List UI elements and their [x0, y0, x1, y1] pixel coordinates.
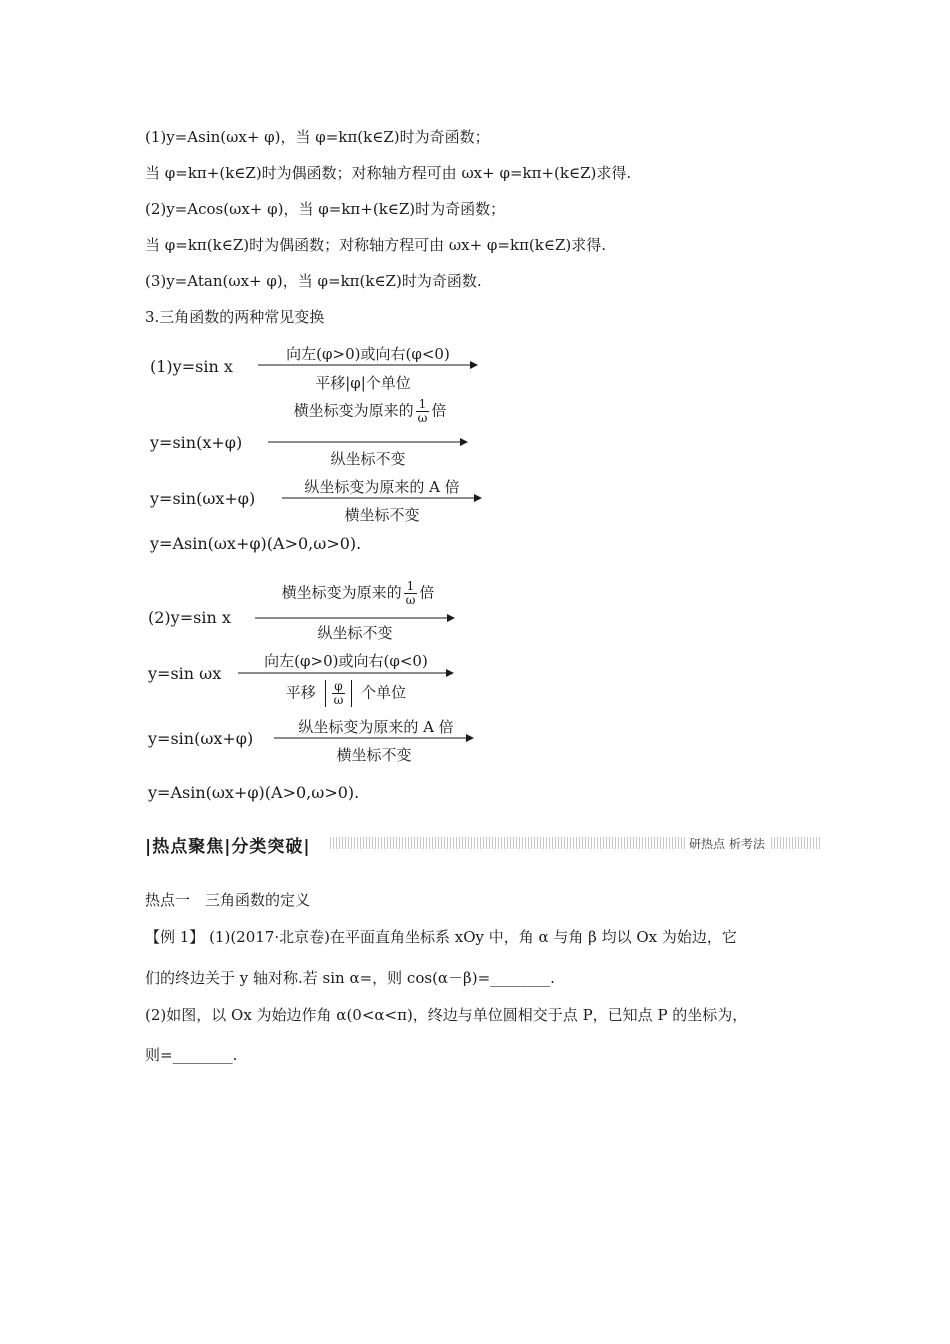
t2-formula-4: y=Asin(ωx+φ)(A>0,ω>0).	[148, 783, 360, 802]
arrow-icon	[274, 732, 474, 744]
frac-den: ω	[333, 693, 344, 707]
frac-num: φ	[332, 680, 346, 694]
t1-arrow1-top: 向左(φ>0)或向右(φ<0)	[286, 345, 450, 363]
t2-arrow1-bottom: 纵坐标不变	[317, 624, 393, 642]
text-line-4: 当 φ=kπ(k∈Z)时为偶函数；对称轴方程可由 ωx+ φ=kπ(k∈Z)求得.	[145, 236, 607, 254]
abs-value-bars	[325, 680, 353, 707]
t2-arrow2-bottom	[240, 680, 452, 707]
t2-arrow2-bottom-pre: 平移	[285, 683, 316, 702]
t1-formula-4: y=Asin(ωx+φ)(A>0,ω>0).	[150, 534, 362, 553]
t2-formula-2: y=sin ωx	[148, 664, 222, 683]
frac-num: 1	[416, 398, 430, 412]
example-1-line-2: 们的终边关于 y 轴对称.若 sin α=，则 cos(α－β)=________.	[145, 969, 555, 987]
t1-arrow2-top-post: 倍	[431, 401, 447, 420]
t2-arrow2-bottom-post: 个单位	[361, 683, 407, 702]
example-2-line-1: (2)如图，以 Ox 为始边作角 α(0<α<π)，终边与单位圆相交于点 P，已知点 P 的坐标为，	[145, 1006, 748, 1024]
t1-arrow1-bottom: 平移|φ|个单位	[315, 374, 411, 392]
t1-arrow2-top	[270, 398, 470, 425]
t2-formula-3: y=sin(ωx+φ)	[148, 729, 254, 748]
t1-arrow3-top: 纵坐标变为原来的 A 倍	[304, 478, 460, 496]
frac-den: ω	[405, 593, 416, 607]
banner-right-label: 研热点 析考法	[685, 835, 769, 852]
t1-arrow2-bottom: 纵坐标不变	[330, 450, 406, 468]
t1-formula-2: y=sin(x+φ)	[150, 433, 243, 452]
hotspot-heading: 热点一 三角函数的定义	[145, 891, 311, 909]
fraction-1-over-omega	[404, 580, 418, 607]
example-1-line-1: 【例 1】 (1)(2017·北京卷)在平面直角坐标系 xOy 中，角 α 与角 β 均以 Ox 为始边，它	[145, 928, 737, 946]
t2-arrow3-bottom: 横坐标不变	[336, 746, 412, 764]
example-2-line-2: 则=________.	[145, 1046, 238, 1064]
section-heading-3: 3.三角函数的两种常见变换	[145, 308, 325, 326]
frac-den: ω	[417, 411, 428, 425]
t2-arrow1-top-post: 倍	[419, 583, 435, 602]
section-banner	[145, 830, 813, 856]
arrow-icon	[268, 436, 468, 448]
text-line-3: (2)y=Acos(ωx+ φ)，当 φ=kπ+(k∈Z)时为奇函数；	[145, 200, 506, 218]
fraction-phi-over-omega	[332, 680, 346, 707]
frac-num: 1	[404, 580, 418, 594]
t1-arrow3-bottom: 横坐标不变	[344, 506, 420, 524]
arrow-icon	[282, 492, 482, 504]
t1-formula-3: y=sin(ωx+φ)	[150, 489, 256, 508]
text-line-1: (1)y=Asin(ωx+ φ)，当 φ=kπ(k∈Z)时为奇函数；	[145, 128, 490, 146]
arrow-icon	[238, 667, 454, 679]
arrow-icon	[258, 359, 478, 371]
text-line-5: (3)y=Atan(ωx+ φ)，当 φ=kπ(k∈Z)时为奇函数.	[145, 272, 482, 290]
t2-arrow2-top: 向左(φ>0)或向右(φ<0)	[264, 652, 428, 670]
t1-arrow2-top-text: 横坐标变为原来的	[293, 401, 414, 420]
t2-arrow1-top	[258, 580, 458, 607]
banner-title: |热点聚焦|分类突破|	[145, 837, 311, 857]
t2-formula-1: (2)y=sin x	[148, 608, 231, 627]
t2-arrow3-top: 纵坐标变为原来的 A 倍	[298, 718, 454, 736]
fraction-1-over-omega	[416, 398, 430, 425]
t2-arrow1-top-text: 横坐标变为原来的	[281, 583, 402, 602]
t1-formula-1: (1)y=sin x	[150, 357, 233, 376]
text-line-2: 当 φ=kπ+(k∈Z)时为偶函数；对称轴方程可由 ωx+ φ=kπ+(k∈Z)求得.	[145, 164, 632, 182]
